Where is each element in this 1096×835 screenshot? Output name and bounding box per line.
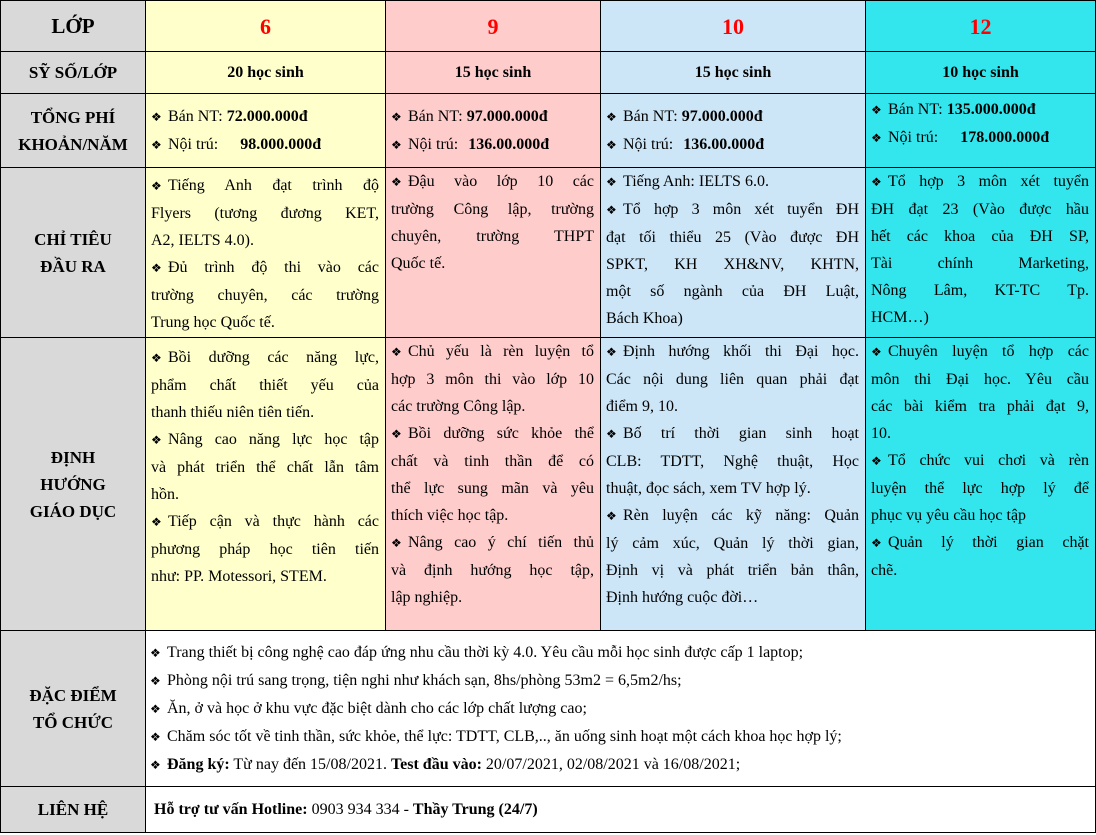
list-line [606,448,859,475]
list-line [606,224,859,251]
diamond-bullet-icon: ❖ [871,103,882,117]
fee-amount: 97.000.000đ [466,107,548,125]
grade-6-number: 6 [146,1,386,52]
feature-item: ❖ Chăm sóc tốt về tinh thần, sức khỏe, thể lực: TDTT, CLB,.., ăn uống sinh hoạt một cách khoa học hợp lý; [150,723,1089,751]
list-line [871,529,1089,557]
list-text: Tiếng Anh: IELTS 6.0. [623,173,769,190]
list-line [391,502,594,529]
orientation-grade-10 [601,338,866,631]
diamond-bullet-icon: ❖ [151,109,162,124]
grade-12-number: 12 [866,1,1096,52]
orientation-grade-6 [146,338,386,631]
hotline-label: Hỗ trợ tư vấn Hotline: [154,801,308,818]
list-text: hết các khoa của ĐH SP, [871,228,1089,245]
list-line [151,227,379,254]
register-text: Từ nay đến 15/08/2021. [229,755,391,773]
class-size-grade-10: 15 học sinh [601,52,866,94]
list-line [151,172,379,200]
list-text: lập nghiệp. [391,589,463,606]
orientation-label-line2: HƯỚNG [40,474,106,494]
list-text: Trung học Quốc tế. [151,314,275,331]
diamond-bullet-icon: ❖ [151,137,162,152]
list-text: Đậu vào lớp 10 các [408,173,594,190]
list-line [606,557,859,584]
list-text: Nâng cao ý chí tiến thủ [408,534,594,551]
contact-person: Thầy Trung (24/7) [412,801,538,818]
list-line [871,196,1089,223]
list-line [606,420,859,448]
list-text: Bố trí thời gian sinh hoạt [623,425,859,442]
list-line [151,399,379,426]
feature-item: ❖ Phòng nội trú sang trọng, tiện nghi như khách sạn, 8hs/phòng 53m2 = 6,5m2/hs; [150,667,1089,695]
list-text: các bài kiểm tra phải đạt 9, [871,398,1089,415]
fee-amount: 98.000.000đ [240,135,322,153]
list-text: Các nội dung liên quan phải đạt [606,371,859,388]
list-text: Chủ yếu là rèn luyện tổ [408,343,594,360]
fee-board-line [151,131,379,159]
orientation-label-line3: GIÁO DỤC [29,501,117,521]
fees-grade-6 [146,94,386,168]
diamond-bullet-icon: ❖ [391,536,402,550]
list-text: thuật, đọc sách, xem TV hợp lý. [606,480,811,497]
diamond-bullet-icon: ❖ [606,345,617,359]
list-line [391,475,594,502]
list-text: Tổ hợp 3 môn xét tuyển [888,173,1089,190]
diamond-bullet-icon: ❖ [391,345,402,359]
class-size-label: SỸ SỐ/LỚP [1,52,146,94]
list-line [151,372,379,399]
orientation-label [1,338,146,631]
test-text: 20/07/2021, 02/08/2021 và 16/08/2021; [481,755,741,773]
list-line [151,200,379,227]
list-text: Bồi dưỡng các năng lực, [168,349,379,366]
list-line [606,196,859,224]
outputs-grade-6 [146,168,386,338]
list-line [391,338,594,366]
list-text: thanh thiếu niên tiên tiến. [151,404,315,421]
list-line [606,251,859,278]
diamond-bullet-icon: ❖ [151,179,162,193]
list-text: Tiếng Anh đạt trình độ [168,177,379,194]
list-line [606,530,859,557]
fee-label: Nội trú: [408,135,463,153]
diamond-bullet-icon: ❖ [391,175,402,189]
diamond-bullet-icon: ❖ [871,131,882,145]
list-line [606,305,859,332]
list-line [871,304,1089,331]
list-line [606,502,859,530]
list-line [606,366,859,393]
list-line [871,250,1089,277]
fee-label: Nội trú: [168,135,223,153]
list-text: ĐH đạt 23 (Vào được hầu [871,201,1089,218]
fee-day-line [391,103,594,131]
list-text: CLB: TDTT, Nghệ thuật, Học [606,453,859,470]
outputs-grade-12 [866,168,1096,338]
list-text: và định hướng học tập, [391,562,594,579]
list-line [391,393,594,420]
list-text: các trường Công lập. [391,398,526,415]
list-text: Tiếp cận và thực hành các [168,513,379,530]
fee-amount: 135.000.000đ [946,101,1036,118]
fee-amount: 136.00.000đ [468,135,550,153]
list-line [606,168,859,196]
list-text: Flyers (tương đương KET, [151,205,379,222]
fees-label-line2: KHOẢN/NĂM [18,134,128,154]
list-text: như: PP. Motessori, STEM. [151,568,327,585]
contact-label: LIÊN HỆ [1,787,146,833]
list-line [151,254,379,282]
list-line [391,196,594,223]
list-text: hợp 3 môn thi vào lớp 10 [391,371,594,388]
fee-amount: 97.000.000đ [681,107,763,125]
list-line [151,508,379,536]
list-text: HCM…) [871,309,929,326]
outputs-label-line1: CHỈ TIÊU [34,229,112,249]
orientation-grade-9 [386,338,601,631]
list-line [871,338,1089,366]
diamond-bullet-icon: ❖ [150,673,161,688]
feature-item: ❖ Trang thiết bị công nghệ cao đáp ứng nhu cầu thời kỳ 4.0. Yêu cầu mỗi học sinh được cấp 1 laptop; [150,639,1089,667]
diamond-bullet-icon: ❖ [606,509,617,523]
fee-label: Nội trú: [623,135,678,153]
list-text: Định hướng khối thi Đại học. [623,343,859,360]
fee-amount: 72.000.000đ [226,107,308,125]
list-text: thể lực sung mãn và yêu [391,480,594,497]
fee-label: Bán NT: [888,101,947,118]
diamond-bullet-icon: ❖ [606,175,617,189]
diamond-bullet-icon: ❖ [871,345,882,359]
list-line [151,536,379,563]
features-label-line1: ĐẶC ĐIỂM [29,685,117,705]
diamond-bullet-icon: ❖ [606,109,617,124]
diamond-bullet-icon: ❖ [151,351,162,365]
features-row [1,631,1096,787]
list-line [391,557,594,584]
fee-label: Bán NT: [623,107,682,125]
list-line [606,278,859,305]
list-line [606,338,859,366]
list-text: chẽ. [871,562,898,579]
class-size-row [1,52,1096,94]
list-line [871,502,1089,529]
list-text: Tài chính Marketing, [871,255,1089,272]
fees-grade-10 [601,94,866,168]
fee-board-line [871,124,1089,152]
fee-board-line [391,131,594,159]
fee-amount: 178.000.000đ [960,129,1050,146]
list-line [151,481,379,508]
list-line [606,393,859,420]
outputs-label [1,168,146,338]
list-text: phẩm chất thiết yếu của [151,377,379,394]
fees-row [1,94,1096,168]
list-line [151,426,379,454]
features-content [146,631,1096,787]
list-text: Tổ chức vui chơi và rèn [888,452,1089,469]
list-line [151,282,379,309]
fee-label: Bán NT: [168,107,227,125]
list-line [151,454,379,481]
class-size-grade-6: 20 học sinh [146,52,386,94]
list-text: SPKT, KH XH&NV, KHTN, [606,256,859,273]
fee-amount: 136.00.000đ [683,135,765,153]
list-line [871,557,1089,584]
list-text: Định vị và phát triển bản thân, [606,562,859,579]
list-text: môn thi Đại học. Yêu cầu [871,371,1089,388]
diamond-bullet-icon: ❖ [150,729,161,744]
orientation-label-line1: ĐỊNH [50,447,96,467]
list-text: điểm 9, 10. [606,398,678,415]
orientation-row [1,338,1096,631]
list-line [606,584,859,611]
list-text: 10. [871,425,891,442]
grade-header-row [1,1,1096,52]
list-text: lý cảm xúc, Quản lý thời gian, [606,535,859,552]
outputs-grade-9 [386,168,601,338]
diamond-bullet-icon: ❖ [606,137,617,152]
class-size-grade-9: 15 học sinh [386,52,601,94]
diamond-bullet-icon: ❖ [150,757,161,772]
hotline-phone[interactable]: 0903 934 334 - [307,801,413,818]
diamond-bullet-icon: ❖ [150,701,161,716]
list-line [871,366,1089,393]
list-text: Bồi dưỡng sức khỏe thể [408,425,594,442]
list-line [391,529,594,557]
diamond-bullet-icon: ❖ [391,109,402,124]
list-line [391,250,594,277]
list-text: Tổ hợp 3 môn xét tuyển ĐH [623,201,859,218]
list-text: Nông Lâm, KT-TC Tp. [871,282,1089,299]
list-text: luyện thể lực hợp lý để [871,480,1089,497]
fee-day-line [151,103,379,131]
outputs-grade-10 [601,168,866,338]
list-text: một số ngành của ĐH Luật, [606,283,859,300]
list-text: Quản lý thời gian chặt [888,534,1089,551]
list-line [151,344,379,372]
list-text: chuyên, trường THPT [391,228,594,245]
list-text: hồn. [151,486,179,503]
list-line [391,420,594,448]
diamond-bullet-icon: ❖ [151,433,162,447]
list-line [871,223,1089,250]
orientation-grade-12 [866,338,1096,631]
list-text: Nâng cao năng lực học tập [168,431,379,448]
outputs-label-line2: ĐẦU RA [40,256,106,276]
test-label: Test đầu vào: [390,755,482,773]
list-line [871,393,1089,420]
fee-label: Nội trú: [888,129,943,146]
class-size-grade-12: 10 học sinh [866,52,1096,94]
fee-day-line [871,96,1089,124]
register-label: Đăng ký: [167,755,230,773]
list-line [391,366,594,393]
list-text: Chuyên luyện tổ hợp các [888,343,1089,360]
list-line [391,168,594,196]
features-label-line2: TỔ CHỨC [32,712,114,732]
list-line [151,309,379,336]
fee-label: Bán NT: [408,107,467,125]
grade-10-number: 10 [601,1,866,52]
list-line [871,277,1089,304]
diamond-bullet-icon: ❖ [871,175,882,189]
list-text: phương pháp học tiên tiến [151,541,379,558]
diamond-bullet-icon: ❖ [150,645,161,660]
list-line [391,223,594,250]
outputs-row [1,168,1096,338]
fees-grade-12 [866,94,1096,168]
list-text: chất và tinh thần để có [391,453,594,470]
diamond-bullet-icon: ❖ [606,203,617,217]
list-line [871,447,1089,475]
list-line [151,563,379,590]
fees-label [1,94,146,168]
list-text: và phát triển thể chất lẫn tâm [151,459,379,476]
diamond-bullet-icon: ❖ [391,137,402,152]
list-text: Định hướng cuộc đời… [606,589,759,606]
diamond-bullet-icon: ❖ [871,536,882,550]
contact-row [1,787,1096,833]
diamond-bullet-icon: ❖ [606,427,617,441]
list-text: trường Công lập, trường [391,201,594,218]
fees-label-line1: TỔNG PHÍ [30,107,116,127]
list-text: thích việc học tập. [391,507,509,524]
list-line [606,475,859,502]
list-text: Bách Khoa) [606,310,683,327]
contact-content [146,787,1096,833]
diamond-bullet-icon: ❖ [871,454,882,468]
features-label [1,631,146,787]
list-text: A2, IELTS 4.0). [151,232,254,249]
diamond-bullet-icon: ❖ [391,427,402,441]
feature-item-registration [150,751,1089,779]
grade-header-label: LỚP [1,1,146,52]
list-text: phục vụ yêu cầu học tập [871,507,1027,524]
fee-day-line [606,103,859,131]
fees-grade-9 [386,94,601,168]
list-text: đạt tối thiểu 25 (Vào được ĐH [606,229,859,246]
list-line [391,584,594,611]
feature-item: ❖ Ăn, ở và học ở khu vực đặc biệt dành cho các lớp chất lượng cao; [150,695,1089,723]
fee-board-line [606,131,859,159]
list-line [871,168,1089,196]
diamond-bullet-icon: ❖ [151,515,162,529]
list-text: Đủ trình độ thi vào các [168,259,379,276]
grade-9-number: 9 [386,1,601,52]
list-line [391,448,594,475]
list-line [871,420,1089,447]
diamond-bullet-icon: ❖ [151,261,162,275]
list-line [871,475,1089,502]
list-text: Rèn luyện các kỹ năng: Quản [623,507,859,524]
list-text: trường chuyên, các trường [151,287,379,304]
list-text: Quốc tế. [391,255,446,272]
